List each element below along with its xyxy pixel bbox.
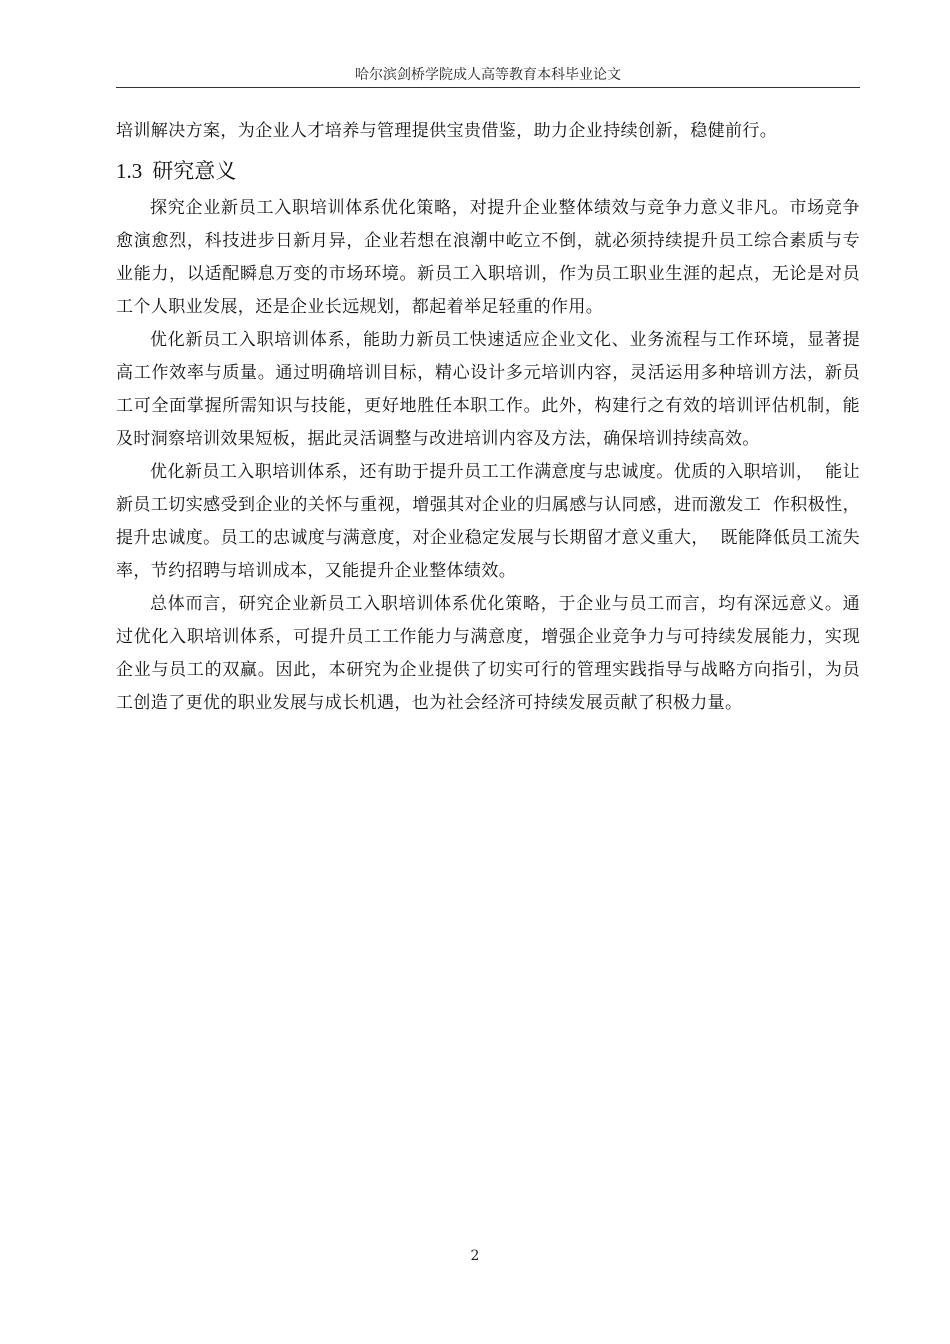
section-title: 研究意义	[152, 159, 237, 183]
continuation-paragraph: 培训解决方案，为企业人才培养与管理提供宝贵借鉴，助力企业持续创新，稳健前行。	[116, 121, 778, 141]
paragraph-2: 优化新员工入职培训体系，能助力新员工快速适应企业文化、业务流程与工作环境，显著提高工作效率与质量。通过明确培训目标，精心设计多元培训内容，灵活运用多种培训方法，新员工可全面掌握所需知识与技能，更好地胜任本职工作。此外，构建行之有效的培训评估机制，能及时洞察培训效果短板，据此灵活调整与改进培训内容及方法，确保培训持续高效。	[116, 330, 860, 449]
paragraph-4: 总体而言，研究企业新员工入职培训体系优化策略，于企业与员工而言，均有深远意义。通过优化入职培训体系，可提升员工工作能力与满意度，增强企业竞争力与可持续发展能力，实现企业与员工的双赢。因此，本研究为企业提供了切实可行的管理实践指导与战略方向指引，为员工创造了更优的职业发展与成长机遇，也为社会经济可持续发展贡献了积极力量。	[116, 594, 860, 713]
page-body	[116, 115, 860, 720]
paragraph-3: 优化新员工入职培训体系，还有助于提升员工工作满意度与忠诚度。优质的入职培训， 能让新员工切实感受到企业的关怀与重视，增强其对企业的归属感与认同感，进而激发工 作积极性，提升忠诚度。员工的忠诚度与满意度，对企业稳定发展与长期留才意义重大， 既能降低员工流失率，节约招聘与培训成本，又能提升企业整体绩效。	[116, 462, 860, 581]
page-header-title: 哈尔滨剑桥学院成人高等教育本科毕业论文	[355, 67, 621, 83]
page-number: 2	[470, 1248, 480, 1264]
paragraph-1: 探究企业新员工入职培训体系优化策略，对提升企业整体绩效与竞争力意义非凡。市场竞争愈演愈烈，科技进步日新月异，企业若想在浪潮中屹立不倒，就必须持续提升员工综合素质与专业能力，以适配瞬息万变的市场环境。新员工入职培训，作为员工职业生涯的起点，无论是对员工个人职业发展，还是企业长远规划，都起着举足轻重的作用。	[116, 198, 860, 317]
header-divider	[116, 87, 860, 88]
section-heading	[116, 156, 860, 186]
section-number: 1.3	[116, 159, 143, 183]
